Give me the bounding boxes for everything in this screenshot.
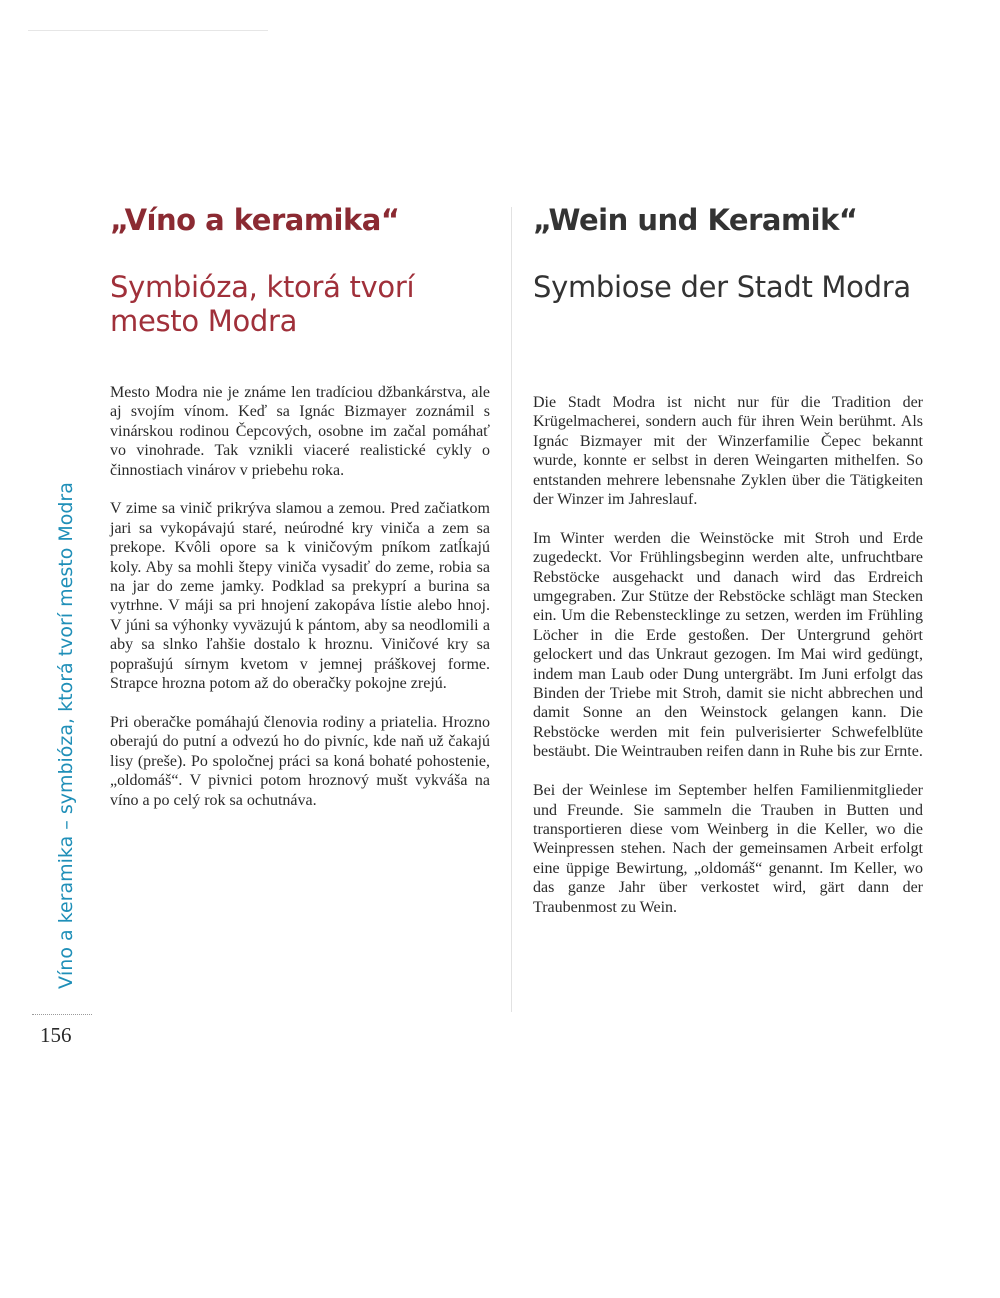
slovak-subtitle: Symbióza, ktorá tvorí mesto Modra bbox=[110, 270, 415, 338]
german-body bbox=[533, 393, 923, 936]
slovak-title: „Víno a keramika“ bbox=[110, 203, 400, 237]
german-paragraph-3: Bei der Weinlese im September helfen Familienmitglieder und Freunde. Sie sammeln die Trauben in Butten und transportieren diese vom Weinberg in die Keller, wo die Weinpressen stehen. Nach der gemeinsamen Arbeit erfolgt eine üppige Bewirtung, „oldomáš“ genannt. Im Keller, wo das ganze Jahr über verkostet wird, gärt dann der Traubenmost zu Wein. bbox=[533, 782, 923, 916]
slovak-body bbox=[110, 383, 490, 829]
german-paragraph-2: Im Winter werden die Weinstöcke mit Stroh und Erde zugedeckt. Vor Frühlingsbeginn werden alte, unfruchtbare Rebstöcke ausgehackt und danach wird das Erdreich umgegraben. Zur Stütze der Rebstöcke schlägt man Stecken ein. Um die Rebenstecklinge zu setzen, werden im Frühling Löcher in die Erde gestoßen. Der Untergrund gehört gelockert und das Unkraut gezogen. Im Mai wird gedüngt, indem man Laub oder Dung untergräbt. Im Juni erfolgt das Binden der Triebe mit Stroh, damit sie nicht abbrechen und damit Sonne an den Weinstock gelangen kann. Die Rebstöcke werden mit fein pulverisierter Schwefelblüte bestäubt. Die Weintrauben reifen dann in Ruhe bis zur Ernte. bbox=[533, 529, 923, 761]
column-divider bbox=[511, 207, 512, 1012]
german-title: „Wein und Keramik“ bbox=[533, 203, 858, 237]
page-number-rule bbox=[32, 1014, 92, 1015]
page-number: 156 bbox=[40, 1023, 72, 1047]
top-rule bbox=[28, 30, 268, 31]
running-header: Víno a keramika – symbióza, ktorá tvorí mesto Modra bbox=[55, 482, 77, 989]
german-paragraph-1: Die Stadt Modra ist nicht nur für die Tradition der Krügelmacherei, sondern auch für ihren Wein berühmt. Als Ignác Bizmayer mit der Winzerfamilie Čepec bekannt wurde, konnte er selbst in deren Weingarten mithelfen. So entstanden mehrere lebensnahe Zyklen über die Tätigkeiten der Winzer im Jahreslauf. bbox=[533, 394, 923, 509]
slovak-paragraph-3: Pri oberačke pomáhajú členovia rodiny a priatelia. Hrozno oberajú do putní a odvezú ho do pivníc, kde naň už čakajú lisy (preše). Po spoločnej práci sa koná bohaté pohostenie, „oldomáš“. V pivnici potom hroznový mušt vykváša na víno a po celý rok sa ochutnáva. bbox=[110, 713, 490, 809]
slovak-paragraph-2: V zime sa vinič prikrýva slamou a zemou. Pred začiatkom jari sa vykopávajú staré, neúrodné kry viniča a zem sa prekope. Kvôli opore sa k viničovým pníkom zatĺkajú koly. Aby sa mohli štepy viniča vysadiť do zeme, robia sa na jar do zeme jamky. Podklad sa prekyprí a burina sa vytrhne. V máji sa pri hnojení zakopáva lístie alebo hnoj. V júni sa výhonky vyväzujú k pántom, aby sa neodlomili a aby sa slnko ľahšie dostalo k hroznu. Viničové kry sa poprašujú sírnym kvetom v jemnej práškovej forme. Strapce hrozna potom až do oberačky pokojne zrejú. bbox=[110, 500, 490, 693]
slovak-paragraph-1: Mesto Modra nie je známe len tradíciou džbankárstva, ale aj svojím vínom. Keď sa Ignác Bizmayer zoznámil s vinárskou rodinou Čepcových, osobne im začal pomáhať vo vinohrade. Tak vznikli viaceré realistické cykly o činnostiach vinárov v priebehu roka. bbox=[110, 384, 490, 479]
german-subtitle: Symbiose der Stadt Modra bbox=[533, 270, 911, 304]
running-header-wrap bbox=[33, 480, 77, 1000]
